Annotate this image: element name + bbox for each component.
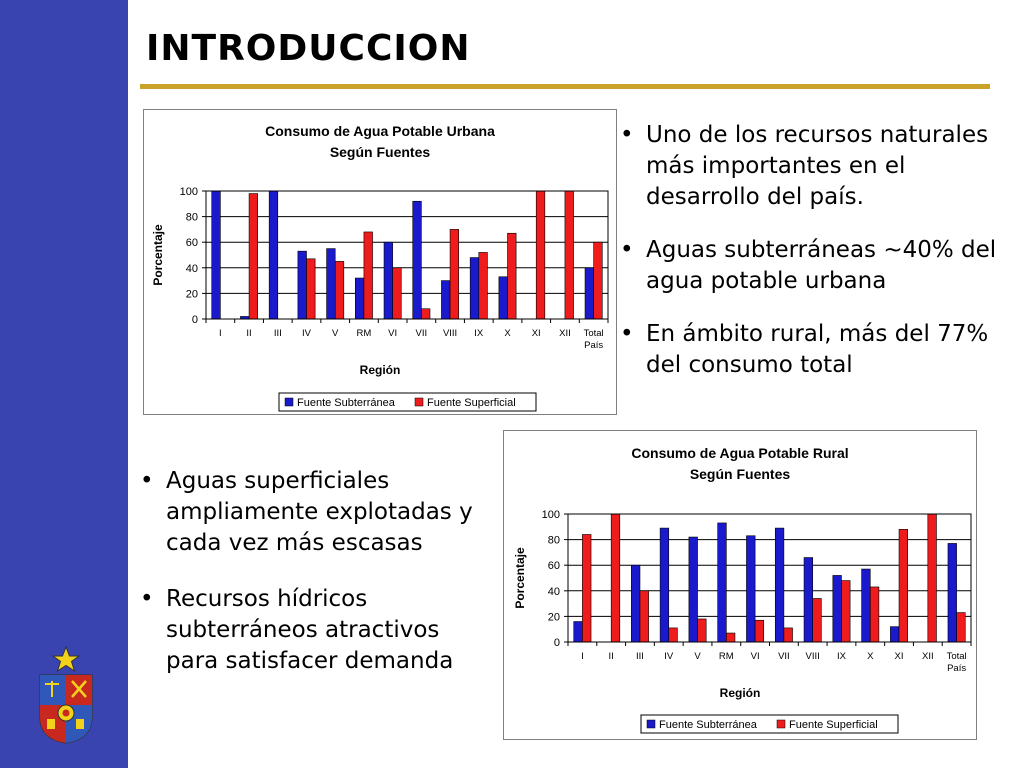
x-tick-label: VIII xyxy=(442,328,458,339)
bar-superficial xyxy=(307,259,316,319)
bar-subterranea xyxy=(804,558,813,642)
bar-subterranea xyxy=(574,622,583,642)
bar-superficial xyxy=(508,233,517,319)
bar-subterranea xyxy=(212,191,221,319)
x-tick-label: XI xyxy=(894,651,904,662)
y-tick-label: 40 xyxy=(547,585,560,598)
bar-superficial xyxy=(784,628,793,642)
bar-superficial xyxy=(249,194,258,319)
bar-superficial xyxy=(640,591,649,642)
x-tick-label: IV xyxy=(302,328,311,339)
x-tick-label: I xyxy=(581,651,584,662)
legend-label-subterranea: Fuente Subterránea xyxy=(297,397,395,409)
x-tick-label: VI xyxy=(388,328,398,339)
chart-subtitle: Según Fuentes xyxy=(689,466,791,482)
x-tick-label: III xyxy=(273,328,282,339)
bar-subterranea xyxy=(499,277,508,319)
legend-swatch-subterranea xyxy=(285,398,293,406)
x-axis-label: Región xyxy=(359,363,401,377)
y-tick-label: 40 xyxy=(185,262,198,275)
bar-superficial xyxy=(364,232,373,319)
legend-swatch-superficial xyxy=(415,398,423,406)
bar-subterranea xyxy=(441,281,450,319)
x-tick-label: II xyxy=(608,651,614,662)
bar-superficial xyxy=(841,581,850,642)
bar-superficial xyxy=(611,514,620,642)
bar-subterranea xyxy=(718,523,727,642)
x-tick-label: VII xyxy=(415,328,428,339)
university-emblem-icon xyxy=(34,645,98,745)
bar-superficial xyxy=(755,620,764,642)
bar-subterranea xyxy=(585,268,594,319)
bar-superficial xyxy=(594,242,603,319)
chart-title: Consumo de Agua Potable Urbana xyxy=(265,123,495,139)
legend-swatch-subterranea xyxy=(647,720,655,728)
bar-subterranea xyxy=(862,569,871,642)
bar-superficial xyxy=(421,309,430,319)
x-tick-label: V xyxy=(694,651,701,662)
bar-subterranea xyxy=(298,251,307,319)
x-tick-label: X xyxy=(504,328,511,339)
x-tick-label: XII xyxy=(922,651,934,662)
x-tick-label: RM xyxy=(356,328,372,339)
legend xyxy=(641,715,898,733)
chart-title: Consumo de Agua Potable Rural xyxy=(631,445,849,461)
legend xyxy=(279,393,536,411)
bar-superficial xyxy=(698,619,707,642)
y-tick-label: 0 xyxy=(191,314,198,326)
bar-subterranea xyxy=(689,537,698,642)
x-tick-label: V xyxy=(332,328,339,339)
y-tick-label: 60 xyxy=(185,237,198,250)
bar-superficial xyxy=(335,261,344,319)
bar-subterranea xyxy=(775,528,784,642)
x-tick-label: XI xyxy=(531,328,541,339)
legend-label-superficial: Fuente Superficial xyxy=(427,397,516,409)
plot-area-frame xyxy=(568,514,971,642)
y-axis-label: Porcentaje xyxy=(151,224,165,286)
x-tick-label: X xyxy=(867,651,874,662)
bar-subterranea xyxy=(660,528,669,642)
bar-superficial xyxy=(899,529,908,642)
x-tick-label: III xyxy=(636,651,644,662)
bullet-item: • Aguas superficiales ampliamente explotadas y cada vez más escasas xyxy=(140,466,495,559)
x-tick-label: IV xyxy=(664,651,674,662)
y-tick-label: 60 xyxy=(547,560,560,573)
bar-superficial xyxy=(565,191,574,319)
bullet-item: • Aguas subterráneas ~40% del agua potable urbana xyxy=(620,235,1015,297)
chart-subtitle: Según Fuentes xyxy=(329,144,431,160)
bar-subterranea xyxy=(746,536,755,642)
bar-superficial xyxy=(928,514,937,642)
slide-title: INTRODUCCION xyxy=(146,28,471,69)
y-tick-label: 80 xyxy=(547,534,560,547)
x-tick-label: Total País xyxy=(583,328,604,351)
bar-subterranea xyxy=(327,249,336,319)
bullet-item: • En ámbito rural, más del 77% del consumo total xyxy=(620,319,1015,381)
plot-area-frame xyxy=(206,191,608,319)
urban-chart-svg xyxy=(144,110,616,414)
bar-subterranea xyxy=(355,278,364,319)
y-tick-label: 0 xyxy=(553,637,560,649)
urban-chart xyxy=(143,109,617,415)
y-tick-label: 100 xyxy=(179,186,198,198)
bar-superficial xyxy=(393,268,402,319)
bar-superficial xyxy=(450,229,459,319)
rural-chart-svg xyxy=(504,431,976,739)
bar-subterranea xyxy=(384,242,393,319)
bar-superficial xyxy=(957,613,966,642)
y-tick-label: 20 xyxy=(547,611,560,624)
bar-subterranea xyxy=(948,543,957,642)
bar-superficial xyxy=(726,633,735,642)
x-tick-label: Total País xyxy=(946,651,967,674)
x-tick-label: I xyxy=(219,328,222,339)
x-tick-label: IX xyxy=(474,328,484,339)
x-tick-label: RM xyxy=(718,651,734,662)
y-tick-label: 100 xyxy=(541,509,560,521)
bar-subterranea xyxy=(413,201,422,319)
bar-superficial xyxy=(536,191,545,319)
bullet-list-left xyxy=(140,466,495,702)
legend-label-superficial: Fuente Superficial xyxy=(789,719,878,731)
bar-subterranea xyxy=(470,258,479,319)
bar-superficial xyxy=(479,252,488,319)
bar-superficial xyxy=(669,628,678,642)
bar-superficial xyxy=(870,587,879,642)
title-underline xyxy=(140,84,990,89)
y-tick-label: 20 xyxy=(185,288,198,301)
legend-label-subterranea: Fuente Subterránea xyxy=(659,719,757,731)
x-tick-label: VII xyxy=(778,651,790,662)
bar-subterranea xyxy=(890,627,899,642)
bar-subterranea xyxy=(269,191,278,319)
legend-swatch-superficial xyxy=(777,720,785,728)
star-icon xyxy=(53,647,79,671)
y-axis-label: Porcentaje xyxy=(513,547,527,609)
bullet-list-right xyxy=(620,120,1015,403)
bullet-item: • Recursos hídricos subterráneos atractivos para satisfacer demanda xyxy=(140,584,495,677)
bar-superficial xyxy=(582,534,591,642)
x-tick-label: VI xyxy=(750,651,760,662)
x-tick-label: IX xyxy=(836,651,846,662)
x-axis-label: Región xyxy=(719,686,761,700)
bar-subterranea xyxy=(833,575,842,642)
x-tick-label: XII xyxy=(559,328,571,339)
y-tick-label: 80 xyxy=(185,211,198,224)
bar-superficial xyxy=(813,598,822,642)
x-tick-label: II xyxy=(246,328,252,339)
bullet-item: • Uno de los recursos naturales más importantes en el desarrollo del país. xyxy=(620,120,1015,213)
rural-chart xyxy=(503,430,977,740)
bar-subterranea xyxy=(631,565,640,642)
x-tick-label: VIII xyxy=(805,651,820,662)
